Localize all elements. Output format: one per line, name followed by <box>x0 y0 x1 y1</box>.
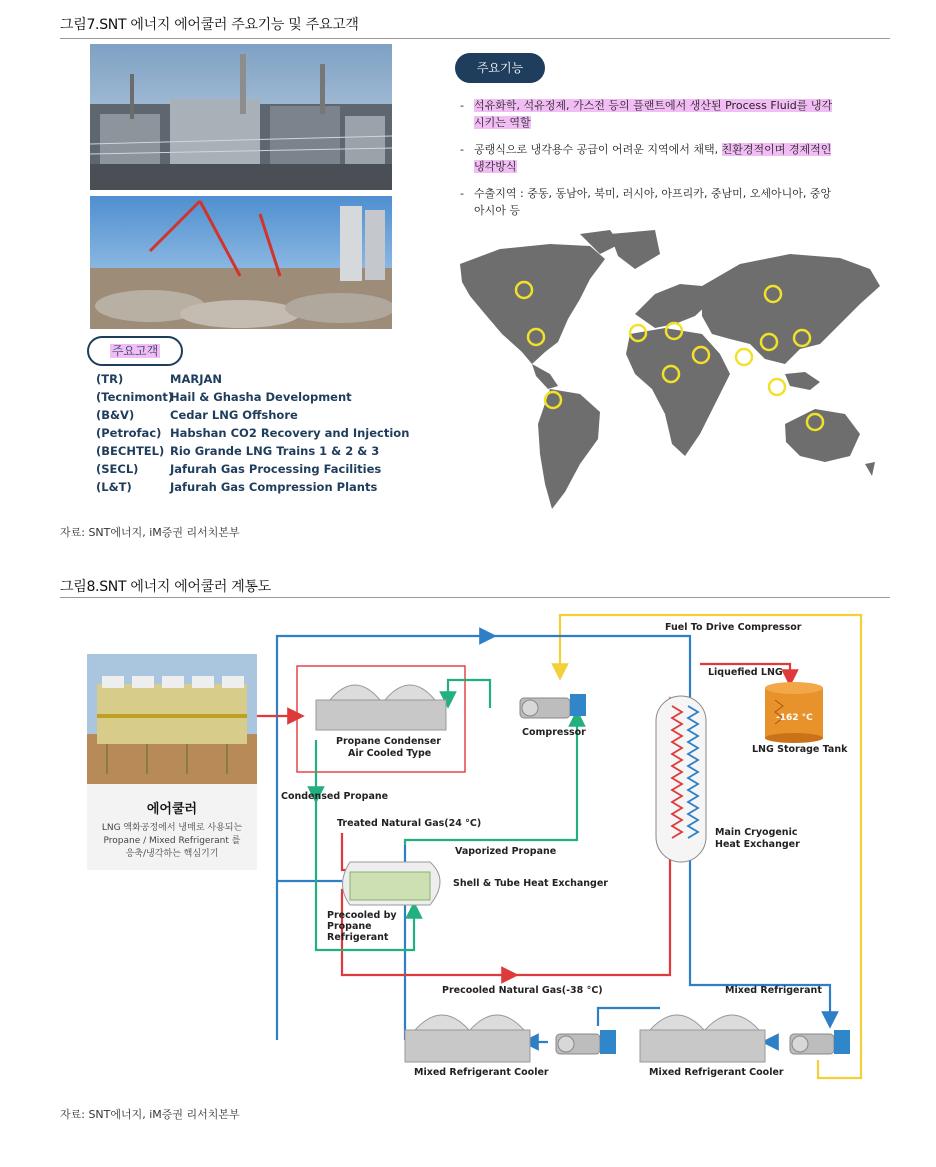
label-liquefied: Liquefied LNG <box>708 667 783 678</box>
customer-contractor: (B&V) <box>96 408 135 422</box>
customer-contractor: (Petrofac) <box>96 426 162 440</box>
label-mixed-ref: Mixed Refrigerant <box>725 985 822 996</box>
customer-contractor: (L&T) <box>96 480 132 494</box>
customers-pill-label: 주요고객 <box>111 344 159 358</box>
label-mr-cooler-1: Mixed Refrigerant Cooler <box>414 1067 549 1078</box>
bullet-highlight: 친환경적이며 경제적인 냉각방식 <box>474 143 832 173</box>
compressor <box>520 694 586 718</box>
figure7-source: 자료: SNT에너지, iM증권 리서치본부 <box>60 526 240 539</box>
caption-desc: LNG 액화공정에서 냉매로 사용되는 Propane / Mixed Refrigerant 를 응축/냉각하는 핵심기기 <box>101 823 243 859</box>
customer-project: Rio Grande LNG Trains 1 & 2 & 3 <box>170 444 380 458</box>
label-mr-cooler-2: Mixed Refrigerant Cooler <box>649 1067 784 1078</box>
shell-tube-exchanger <box>343 862 441 905</box>
mr-cooler-1 <box>405 1015 530 1062</box>
label-condenser-1: Propane Condenser <box>336 736 441 747</box>
customer-project: Jafurah Gas Compression Plants <box>170 480 378 494</box>
label-mche-2: Heat Exchanger <box>715 839 800 850</box>
bullet-text: 공랭식으로 냉각용수 공급이 어려운 지역에서 채택, <box>474 143 722 156</box>
customer-project: MARJAN <box>170 372 223 386</box>
figure7-title: 그림7.SNT 에너지 에어쿨러 주요기능 및 주요고객 <box>60 17 359 33</box>
bullet-highlight: 석유화학, 석유정제, 가스전 등의 플랜트에서 생산된 Process Fluid를 냉각시키는 역할 <box>474 99 833 129</box>
customer-contractor: (SECL) <box>96 462 139 476</box>
mr-compressor-2 <box>790 1030 850 1054</box>
mr-compressor-1 <box>556 1030 616 1054</box>
customer-project: Cedar LNG Offshore <box>170 408 298 422</box>
label-treated: Treated Natural Gas(24 °C) <box>337 818 482 829</box>
label-condenser-2: Air Cooled Type <box>348 748 432 759</box>
label-precooled-1: Precooled by <box>327 910 397 921</box>
label-mche-1: Main Cryogenic <box>715 827 798 838</box>
figure8-source: 자료: SNT에너지, iM증권 리서치본부 <box>60 1108 240 1121</box>
label-fuel: Fuel To Drive Compressor <box>665 622 802 633</box>
mr-cooler-2 <box>640 1015 765 1062</box>
functions-pill: 주요기능 <box>455 53 545 83</box>
label-precooled-gas: Precooled Natural Gas(-38 °C) <box>442 985 603 996</box>
label-condensed: Condensed Propane <box>281 791 389 802</box>
caption-title: 에어쿨러 <box>146 802 198 817</box>
label-tank-temp: -162 °C <box>776 713 813 723</box>
customer-contractor: (Tecnimont) <box>96 390 174 404</box>
label-vaporized: Vaporized Propane <box>455 846 557 857</box>
label-precooled-2: Propane <box>327 921 372 932</box>
label-compressor: Compressor <box>522 727 586 738</box>
customer-contractor: (TR) <box>96 372 124 386</box>
propane-condenser <box>316 685 446 730</box>
figure8-title: 그림8.SNT 에너지 에어쿨러 계통도 <box>60 579 271 595</box>
customer-project: Jafurah Gas Processing Facilities <box>170 462 382 476</box>
label-tank: LNG Storage Tank <box>752 744 848 755</box>
customer-project: Hail & Ghasha Development <box>170 390 352 404</box>
customer-contractor: (BECHTEL) <box>96 444 165 458</box>
bullet-text: 수출지역 : 중동, 동남아, 북미, 러시아, 아프리카, 중남미, 오세아니아, 중앙아시아 등 <box>474 187 832 217</box>
label-precooled-3: Refrigerant <box>327 932 389 943</box>
customer-project: Habshan CO2 Recovery and Injection <box>170 426 410 440</box>
label-shell-tube: Shell & Tube Heat Exchanger <box>453 878 608 889</box>
main-cryogenic-exchanger <box>656 696 706 862</box>
